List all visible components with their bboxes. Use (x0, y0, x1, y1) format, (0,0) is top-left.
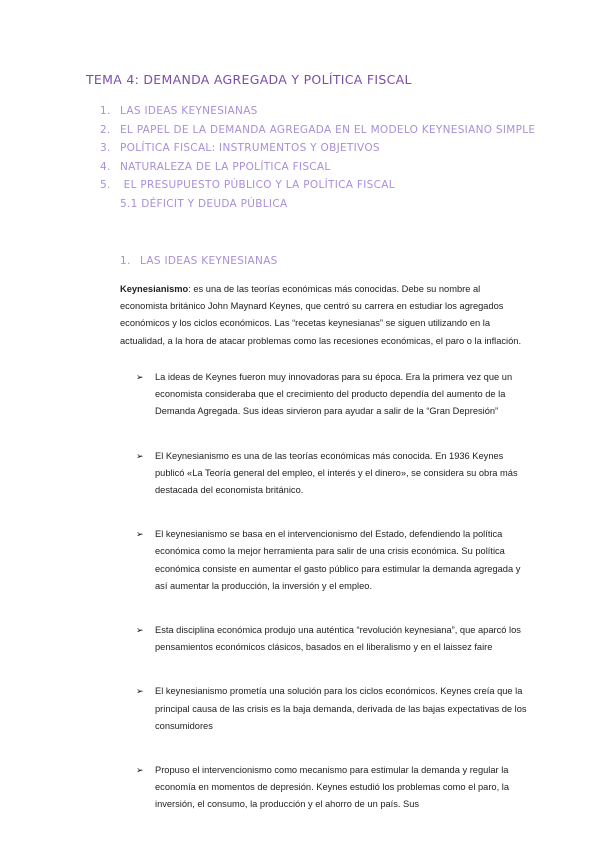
list-item (136, 622, 530, 656)
toc-label: EL PAPEL DE LA DEMANDA AGREGADA EN EL MODELO KEYNESIANO SIMPLE (120, 123, 536, 136)
toc-item (100, 102, 535, 121)
intro-term: Keynesianismo (120, 284, 189, 294)
bullet-text: El Keynesianismo es una de las teorías económicas más conocida. En 1936 Keynes publicó «La Teoría general del empleo, el interés y el dinero», se considera su obra más destacada del economista británico. (155, 450, 518, 496)
toc-label: LAS IDEAS KEYNESIANAS (120, 105, 258, 117)
intro-text: : es una de las teorías económicas más conocidas. Debe su nombre al economista británico John Maynard Keynes, que centró su carrera en estudiar los agregados económicos y los ciclos económicos. Las “recetas keynesianas” se siguen utilizando en la actualidad, a la hora de atacar problemas como las recesiones económicas, el paro o la inflación. (120, 284, 522, 346)
toc-item (100, 139, 535, 158)
list-item (136, 683, 530, 735)
toc-label: NATURALEZA DE LA PPOLÍTICA FISCAL (120, 160, 331, 173)
list-item (136, 448, 530, 500)
toc-number: 3. (100, 142, 111, 155)
section-title: LAS IDEAS KEYNESIANAS (140, 255, 278, 267)
bullet-list (136, 369, 530, 814)
toc-label: POLÍTICA FISCAL: INSTRUMENTOS Y OBJETIVOS (120, 142, 380, 155)
toc-number: 4. (100, 160, 111, 173)
bullet-text: El keynesianismo se basa en el intervencionismo del Estado, defendiendo la política económica como la mejor herramienta para salir de una crisis económica. Su política económica consiste en aumentar el gasto público para estimular la demanda agregada y así aumentar la producción, la inversión y el empleo. (155, 529, 521, 591)
bullet-text: Esta disciplina económica produjo una auténtica “revolución keynesiana”, que aparcó los pensamientos económicos clásicos, basados en el liberalismo y en el laissez faire (155, 625, 521, 653)
document-title: TEMA 4: DEMANDA AGREGADA Y POLÍTICA FISCAL (86, 72, 412, 87)
toc-number: 2. (100, 123, 111, 136)
toc-label: 5.1 DÉFICIT Y DEUDA PÚBLICA (120, 197, 288, 210)
toc-label: EL PRESUPUESTO PÚBLICO Y LA POLÍTICA FISCAL (120, 179, 395, 192)
arrow-bullet-icon: ➢ (136, 625, 144, 636)
intro-paragraph (120, 281, 522, 350)
bullet-text: El keynesianismo prometía una solución para los ciclos económicos. Keynes creía que la principal causa de las crisis es la baja demanda, derivada de las bajas expectativas de los consumidores (155, 686, 527, 731)
bullet-text: Propuso el intervencionismo como mecanismo para estimular la demanda y regular la economía en momentos de depresión. Keynes estudió los problemas como el paro, la inversión, el consumo, la producción y el ahorro de un país. Sus (155, 765, 509, 810)
arrow-bullet-icon: ➢ (136, 450, 144, 461)
toc-number: 1. (100, 105, 111, 117)
table-of-contents (100, 102, 535, 214)
toc-item (100, 176, 535, 195)
list-item (136, 369, 530, 421)
arrow-bullet-icon: ➢ (136, 372, 144, 382)
bullet-text: La ideas de Keynes fueron muy innovadoras para su época. Era la primera vez que un economista consideraba que el crecimiento del producto dependía del aumento de la Demanda Agregada. Sus ideas sirvieron para ayudar a salir de la “Gran Depresión” (155, 372, 513, 417)
toc-item (100, 195, 535, 214)
arrow-bullet-icon: ➢ (136, 529, 144, 540)
toc-number: 5. (100, 179, 111, 192)
section-number: 1. (120, 255, 131, 267)
list-item (136, 526, 530, 595)
arrow-bullet-icon: ➢ (136, 686, 144, 697)
toc-item (100, 121, 535, 140)
section-heading (120, 255, 278, 267)
arrow-bullet-icon: ➢ (136, 765, 144, 776)
list-item (136, 762, 530, 814)
toc-item (100, 158, 535, 177)
